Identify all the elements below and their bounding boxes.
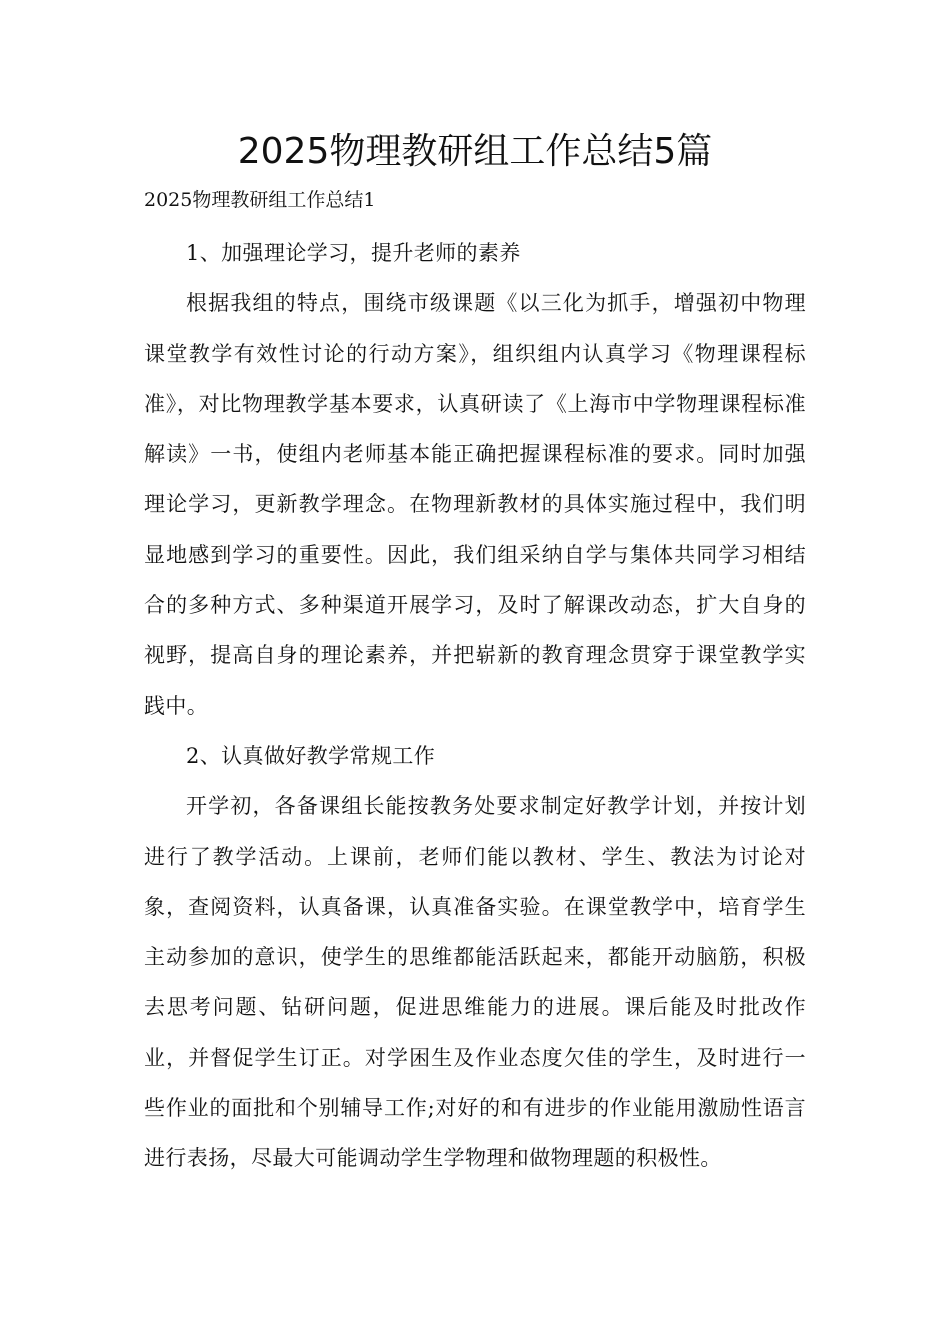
document-title: 2025物理教研组工作总结5篇: [237, 131, 713, 172]
document-body: [144, 228, 806, 1184]
document-subtitle: 2025物理教研组工作总结1: [144, 189, 376, 211]
section-heading-1: 1、加强理论学习，提升老师的素养: [186, 241, 521, 265]
section-heading-2: 2、认真做好教学常规工作: [186, 743, 436, 768]
paragraph-2: 开学初，各备课组长能按教务处要求制定好教学计划，并按计划进行了教学活动。上课前，老师们能以教材、学生、教法为讨论对象，查阅资料，认真备课，认真准备实验。在课堂教学中，培育学生主动参加的意识，使学生的思维都能活跃起来，都能开动脑筋，积极去思考问题、钻研问题，促进思维能力的进展。课后能及时批改作业，并督促学生订正。对学困生及作业态度欠佳的学生，及时进行一些作业的面批和个别辅导工作;对好的和有进步的作业能用激励性语言进行表扬，尽最大可能调动学生学物理和做物理题的积极性。: [144, 794, 806, 1171]
paragraph-1: 根据我组的特点，围绕市级课题《以三化为抓手，增强初中物理课堂教学有效性讨论的行动方案》，组织组内认真学习《物理课程标准》，对比物理教学基本要求，认真研读了《上海市中学物理课程标准解读》一书，使组内老师基本能正确把握课程标准的要求。同时加强理论学习，更新教学理念。在物理新教材的具体实施过程中，我们明显地感到学习的重要性。因此，我们组采纳自学与集体共同学习相结合的多种方式、多种渠道开展学习，及时了解课改动态，扩大自身的视野，提高自身的理论素养，并把崭新的教育理念贯穿于课堂教学实践中。: [144, 291, 806, 718]
